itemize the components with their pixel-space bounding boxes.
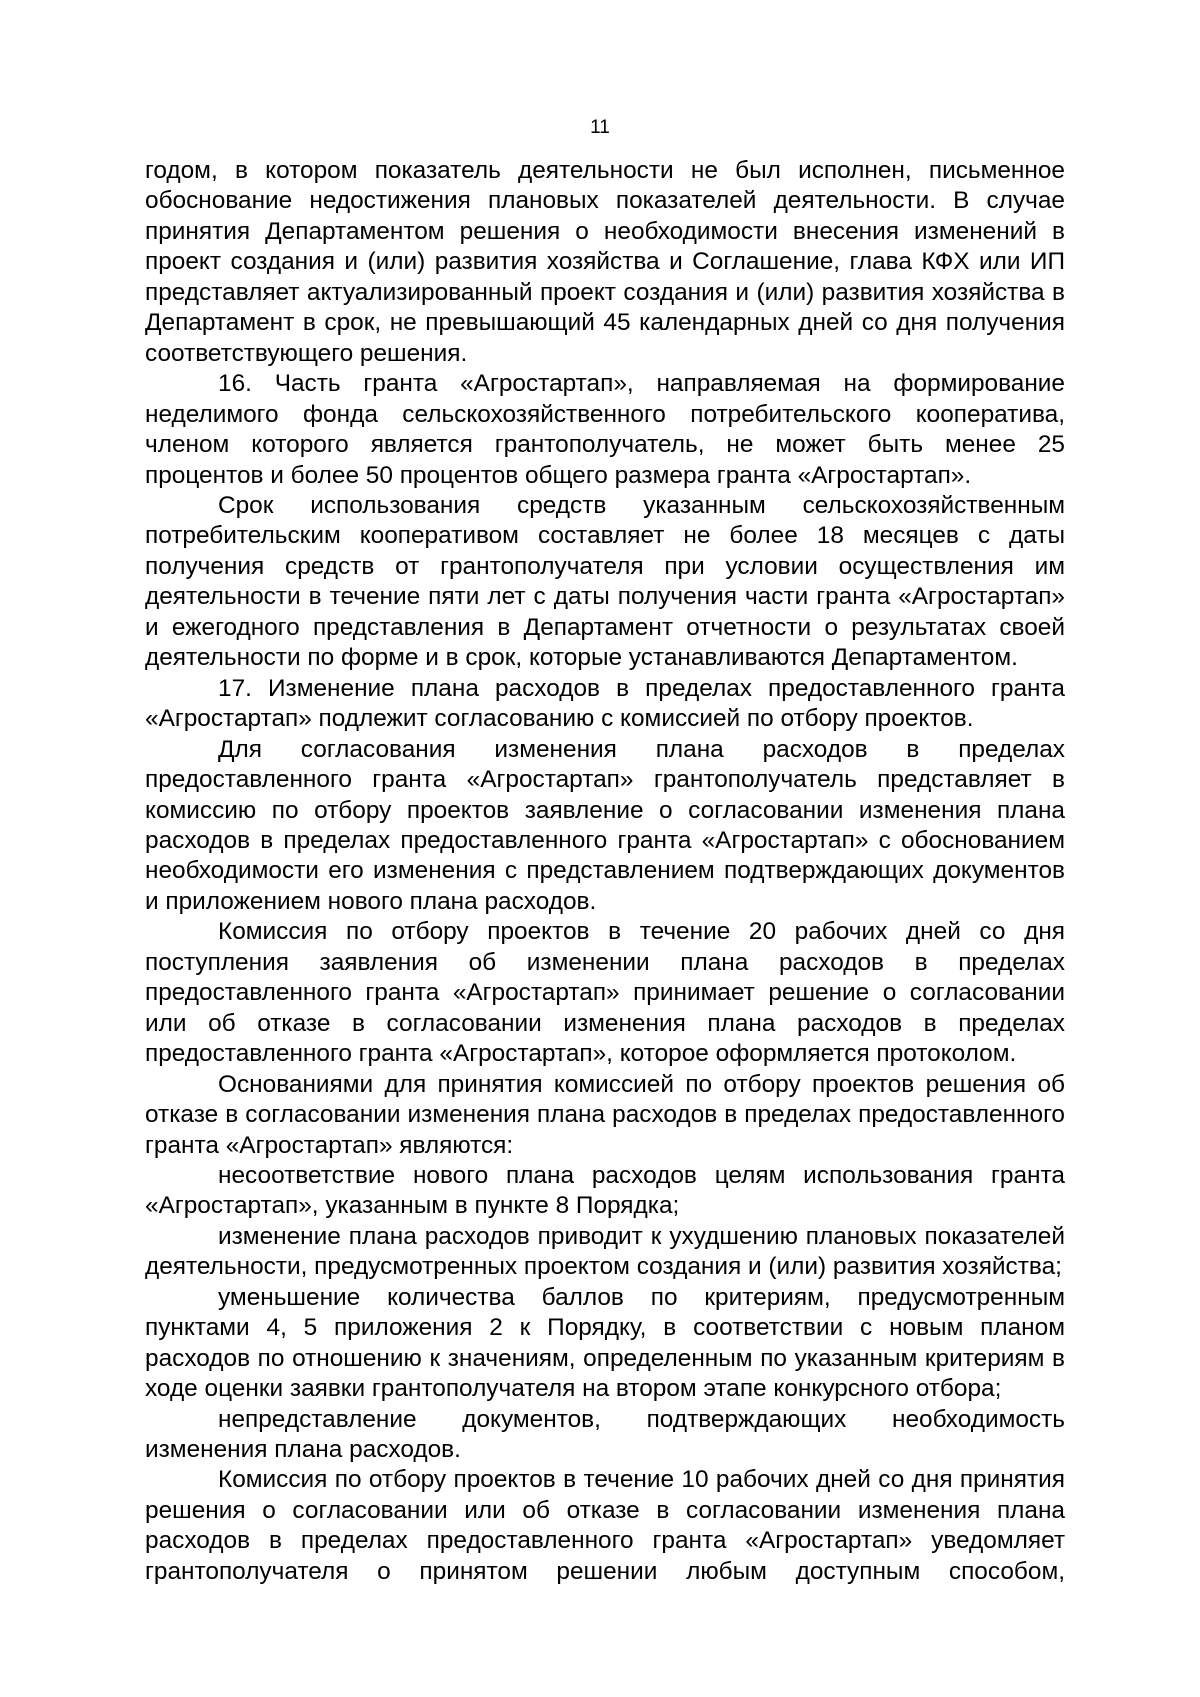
paragraph-usage-term: Срок использования средств указанным сельскохозяйственным потребительским кооперативом составляет не более 18 месяцев с даты получения средств от грантополучателя при условии осуществления им деятельности в течение пяти лет с даты получения части гранта «Агростартап» и ежегодного представления в Департамент отчетности о результатах своей деятельности по форме и в срок, которые устанавливаются Департаментом. [145, 491, 1065, 672]
list-item-mismatch: несоответствие нового плана расходов целям использования гранта «Агростартап», указанным в пункте 8 Порядка; [145, 1161, 1065, 1220]
paragraph-16: 16. Часть гранта «Агростартап», направляемая на формирование неделимого фонда сельскохозяйственного потребительского кооператива, членом которого является грантополучатель, не может быть менее 25 процентов и более 50 процентов общего размера гранта «Агростартап». [145, 370, 1065, 489]
list-item-deterioration: изменение плана расходов приводит к ухудшению плановых показателей деятельности, предусмотренных проектом создания и (или) развития хозяйства; [145, 1222, 1065, 1281]
paragraph-17: 17. Изменение плана расходов в пределах предоставленного гранта «Агростартап» подлежит согласованию с комиссией по отбору проектов. [145, 674, 1065, 733]
paragraph-refusal-grounds: Основаниями для принятия комиссией по отбору проектов решения об отказе в согласовании изменения плана расходов в пределах предоставленного гранта «Агростартап» являются: [145, 1070, 1065, 1159]
paragraph-approval-procedure: Для согласования изменения плана расходов в пределах предоставленного гранта «Агростартап» грантополучатель представляет в комиссию по отбору проектов заявление о согласовании изменения плана расходов в пределах предоставленного гранта «Агростартап» с обоснованием необходимости его изменения с представлением подтверждающих документов и приложением нового плана расходов. [145, 735, 1065, 915]
paragraph-continuation: годом, в котором показатель деятельности не был исполнен, письменное обоснование недостижения плановых показателей деятельности. В случае принятия Департаментом решения о необходимости внесения изменений в проект создания и (или) развития хозяйства и Соглашение, глава КФХ или ИП представляет актуализированный проект создания и (или) развития хозяйства в Департамент в срок, не превышающий 45 календарных дней со дня получения соответствующего решения. [145, 157, 1065, 367]
paragraph-notification: Комиссия по отбору проектов в течение 10 рабочих дней со дня принятия решения о согласовании или об отказе в согласовании изменения плана расходов в пределах предоставленного гранта «Агростартап» уведомляет грантополучателя о принятом решении любым доступным способом, [145, 1466, 1065, 1585]
document-body [145, 156, 1065, 1587]
list-item-missing-documents: непредставление документов, подтверждающих необходимость изменения плана расходов. [145, 1405, 1065, 1464]
paragraph-commission-decision: Комиссия по отбору проектов в течение 20 рабочих дней со дня поступления заявления об изменении плана расходов в пределах предоставленного гранта «Агростартап» принимает решение о согласовании или об отказе в согласовании изменения плана расходов в пределах предоставленного гранта «Агростартап», которое оформляется протоколом. [145, 918, 1065, 1068]
list-item-score-reduction: уменьшение количества баллов по критериям, предусмотренным пунктами 4, 5 приложения 2 к Порядку, в соответствии с новым планом расходов по отношению к значениям, определенным по указанным критериям в ходе оценки заявки грантополучателя на втором этапе конкурсного отбора; [145, 1283, 1065, 1403]
page-number: 11 [590, 117, 610, 138]
